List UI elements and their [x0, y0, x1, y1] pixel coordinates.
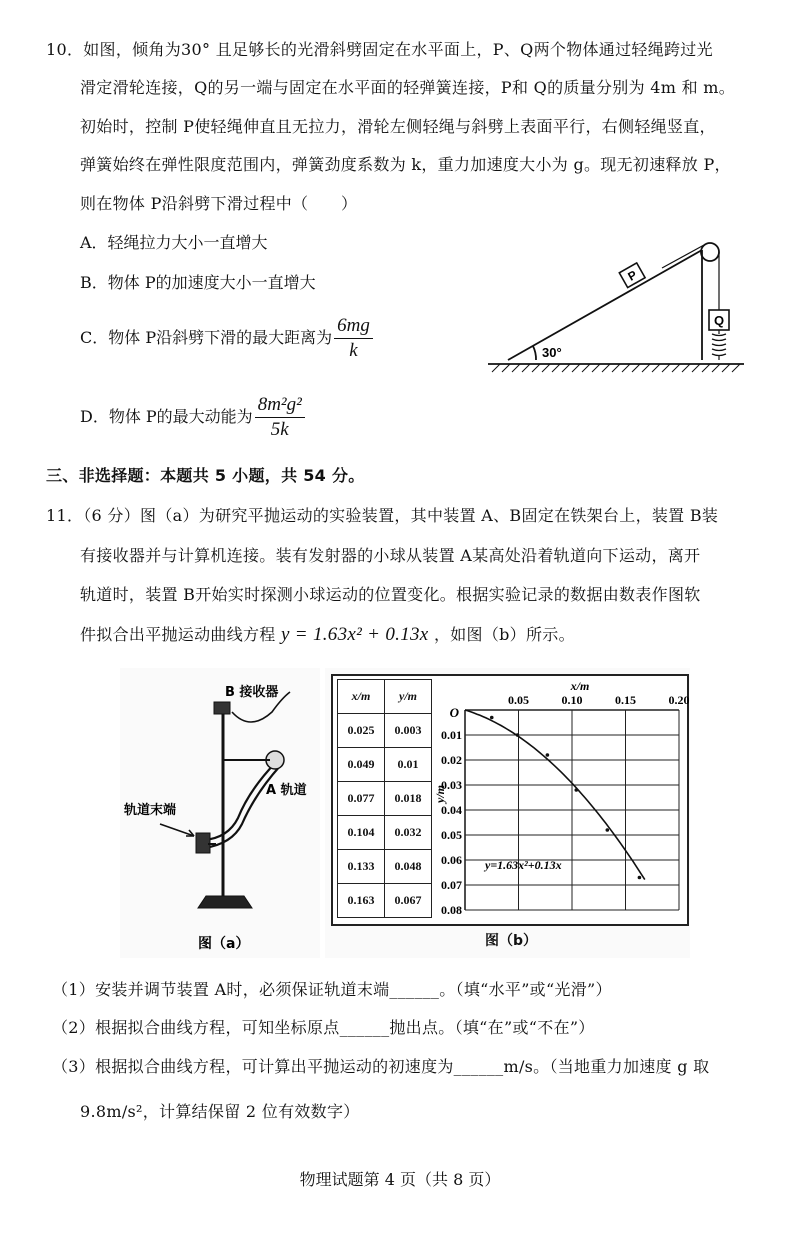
q11-sub-3-continued: 9.8m/s²，计算结保留 2 位有效数字）: [80, 1102, 360, 1121]
incline-surface: [508, 250, 702, 360]
table-cell-x: 0.025: [338, 714, 385, 748]
figure-b: [325, 668, 690, 958]
data-table: [337, 679, 432, 918]
table-cell-x: 0.077: [338, 782, 385, 816]
y-tick-label: 0.06: [441, 853, 462, 867]
caption-figure-b: 图（b）: [485, 933, 538, 949]
table-cell-x: 0.133: [338, 850, 385, 884]
q10-option-d-numerator: 8m²g²: [255, 395, 305, 418]
origin-label: O: [449, 705, 459, 720]
x-tick-label: 0.15: [615, 693, 636, 707]
stand-base: [198, 896, 252, 908]
curve-equation-label: y=1.63x²+0.13x: [485, 858, 562, 872]
q10-line-5: 则在物体 P沿斜劈下滑过程中（ ）: [80, 194, 358, 213]
q11-line-1: 11．（6 分）图（a）为研究平抛运动的实验装置，其中装置 A、B固定在铁架台上，装置 B装: [46, 506, 719, 525]
table-cell-y: 0.018: [385, 782, 432, 816]
figure-a-apparatus: [120, 668, 320, 958]
table-cell-x: 0.104: [338, 816, 385, 850]
table-header-x: x/m: [351, 689, 371, 703]
page-footer: 物理试题第 4 页（共 8 页）: [299, 1170, 501, 1189]
y-axis-label: y/m: [433, 785, 447, 803]
y-tick-label: 0.03: [441, 778, 462, 792]
table-row: [338, 748, 432, 782]
q11-sub-3: （3）根据拟合曲线方程，可计算出平抛运动的初速度为______m/s。（当地重力加速度 g 取: [52, 1057, 710, 1076]
table-row: [338, 884, 432, 918]
receiver-b: [214, 702, 230, 714]
data-point: [516, 733, 520, 737]
angle-arc: [533, 346, 536, 360]
label-receiver-b: B 接收器: [225, 685, 279, 700]
table-cell-y: 0.067: [385, 884, 432, 918]
q10-option-d-denominator: 5k: [270, 419, 289, 440]
q10-option-c-fraction: [334, 316, 373, 361]
q10-option-a: A．轻绳拉力大小一直增大: [80, 233, 268, 252]
q10-option-b: B．物体 P的加速度大小一直增大: [80, 273, 316, 292]
table-cell-y: 0.048: [385, 850, 432, 884]
data-point: [606, 828, 610, 832]
q10-line-3: 初始时，控制 P使轻绳伸直且无拉力，滑轮左侧轻绳与斜劈上表面平行，右侧轻绳竖直，: [80, 117, 716, 136]
table-row: [338, 714, 432, 748]
y-tick-label: 0.08: [441, 903, 462, 917]
table-header-y: y/m: [399, 689, 417, 703]
x-axis-label: x/m: [570, 679, 590, 693]
q10-option-c-numerator: 6mg: [334, 316, 373, 339]
rope-left: [662, 245, 704, 268]
q11-line-4: [80, 625, 575, 645]
block-q-label: Q: [713, 313, 725, 328]
q10-option-d-fraction: [255, 395, 305, 440]
incline-pulley-figure: [486, 236, 748, 384]
q10-option-c-denominator: k: [349, 340, 358, 361]
caption-figure-a: 图（a）: [198, 936, 250, 952]
label-track-end: 轨道末端: [124, 803, 177, 818]
q10-line-1: 10．如图，倾角为30° 且足够长的光滑斜劈固定在水平面上，P、Q两个物体通过轻绳跨过光: [46, 40, 713, 59]
y-tick-label: 0.05: [441, 828, 462, 842]
q11-sub-1: （1）安装并调节装置 A时，必须保证轨道末端______。（填“水平”或“光滑”）: [52, 980, 612, 999]
trajectory-chart: [433, 676, 690, 920]
label-track-a: A 轨道: [266, 783, 307, 798]
q10-line-4: 弹簧始终在弹性限度范围内，弹簧劲度系数为 k，重力加速度大小为 g。现无初速释放 P，: [80, 155, 731, 174]
fit-equation: y = 1.63x² + 0.13x: [281, 624, 429, 645]
table-cell-y: 0.032: [385, 816, 432, 850]
spring: [712, 334, 726, 356]
table-header-row: [338, 680, 432, 714]
table-cell-x: 0.049: [338, 748, 385, 782]
q10-option-d: [80, 395, 305, 440]
data-point: [490, 716, 494, 720]
table-row: [338, 816, 432, 850]
x-tick-label: 0.20: [668, 693, 690, 707]
table-cell-x: 0.163: [338, 884, 385, 918]
y-tick-label: 0.07: [441, 878, 462, 892]
q11-line-2: 有接收器并与计算机连接。装有发射器的小球从装置 A某高处沿着轨道向下运动，离开: [80, 546, 701, 565]
q11-line-4-pre: 件拟合出平抛运动曲线方程: [80, 625, 276, 644]
q10-option-d-text: D．物体 P的最大动能为: [80, 407, 253, 426]
y-tick-label: 0.01: [441, 728, 462, 742]
block-p-label: P: [625, 267, 640, 284]
data-point: [574, 788, 578, 792]
section-3-heading: 三、非选择题：本题共 5 小题，共 54 分。: [46, 466, 365, 485]
x-tick-label: 0.10: [561, 693, 583, 707]
q11-line-4-post: ，如图（b）所示。: [433, 625, 575, 644]
x-tick-label: 0.05: [508, 693, 529, 707]
q10-option-c-text: C．物体 P沿斜劈下滑的最大距离为: [80, 328, 333, 347]
q10-option-c: [80, 316, 373, 361]
table-cell-y: 0.01: [385, 748, 432, 782]
table-row: [338, 850, 432, 884]
q10-line-2: 滑定滑轮连接，Q的另一端与固定在水平面的轻弹簧连接，P和 Q的质量分别为 4m 和 m。: [80, 78, 736, 97]
data-point: [638, 876, 642, 880]
y-tick-label: 0.04: [441, 803, 462, 817]
y-tick-label: 0.02: [441, 753, 462, 767]
q11-sub-2: （2）根据拟合曲线方程，可知坐标原点______抛出点。（填“在”或“不在”）: [52, 1018, 595, 1037]
table-cell-y: 0.003: [385, 714, 432, 748]
data-point: [546, 753, 550, 757]
track-end-clamp: [196, 833, 210, 853]
angle-label: 30°: [542, 345, 562, 360]
table-row: [338, 782, 432, 816]
q11-line-3: 轨道时，装置 B开始实时探测小球运动的位置变化。根据实验记录的数据由数表作图软: [80, 585, 701, 604]
